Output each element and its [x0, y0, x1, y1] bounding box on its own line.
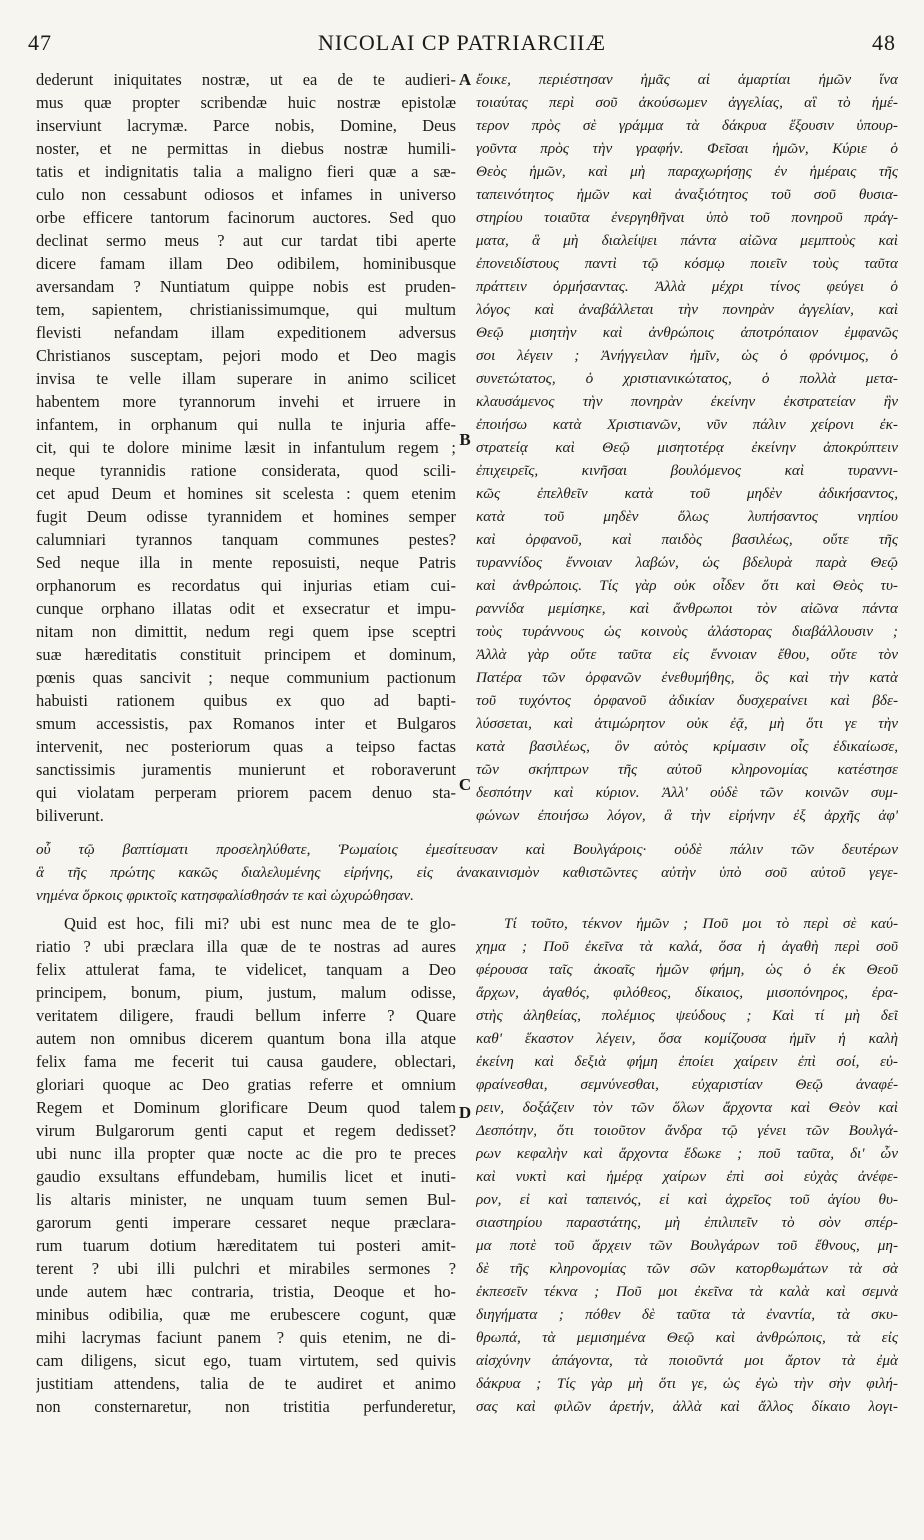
text-line: invisa te velle illam superare in animo scilicet [36, 369, 456, 388]
text-line: habentem more tyrannorum invehi et irruere in [36, 392, 456, 411]
text-line: δεσπότην καὶ κύριον. Ἀλλ' οὐδὲ τῶν κοινῶν συμ- [476, 784, 898, 801]
text-line: calumniari tyrannos tanquam communes pestes? [36, 530, 456, 549]
text-line: orbe efficere tantorum facinorum auctores. Sed quo [36, 208, 456, 227]
text-line: στηρίου τοιαῦτα ἐνεργηθῆναι ὑπὸ τοῦ πονηροῦ πράγ- [476, 209, 898, 226]
text-line: declinat sermo meus ? aut cur tardat tibi aperte [36, 231, 456, 250]
text-line: ραννίδα μεμίσηκε, καὶ ἄνθρωποι τὸν αἰῶνα πάντα [476, 600, 898, 617]
text-line: καθ' ἕκαστον λέγειν, ὅσα κομίζουσα ἡμῖν ἡ καλὴ [476, 1030, 898, 1047]
text-line: Sed neque illa in mente reposuisti, neque Patris [36, 553, 456, 572]
greek-column-top [476, 68, 898, 827]
page-number-left: 47 [28, 30, 52, 55]
latin-column-top [36, 68, 456, 827]
text-line: rum tuarum dotium hæreditatem tui posteri amit- [36, 1236, 456, 1255]
text-line: ρων κεφαλὴν καὶ ἄρχοντα ἔδωκε ; ποῦ ταῦτα, δι' ὧν [476, 1145, 898, 1162]
text-line: μα ποτὲ τοῦ ἄρχειν τῶν Βουλγάρων τοῦ ἔθνους, μη- [476, 1237, 898, 1254]
text-line: Quid est hoc, fili mi? ubi est nunc mea de te glo- [64, 914, 456, 933]
text-line: Πατέρα τῶν ὀρφανῶν ἐνεθυμήθης, ὃς καὶ τὴν κατὰ [476, 669, 898, 686]
text-line: inserviunt lacrymæ. Parce nobis, Domine, Deus [36, 116, 456, 135]
latin-column-bottom [36, 912, 456, 1418]
text-line: φώνων ἐποιήσω λόγον, ἃ τὴν εἰρήνην ἐξ ἀρχῆς ἀφ' [476, 807, 898, 824]
text-line: unde autem hæc contraria, tristia, Deoque et ho- [36, 1282, 456, 1301]
text-line: gaudio exsultans effundebam, humilis licet et inuti- [36, 1167, 456, 1186]
text-line: καὶ ὀρφανοῦ, καὶ παιδὸς βασιλέως, οὔτε τῆς [476, 531, 898, 548]
text-line: cunque orphano illatas odit et exsecratur et impu- [36, 599, 456, 618]
text-line: infantem, in orphanum qui nulla te injuria affe- [36, 415, 456, 434]
greek-full-width-passage [36, 838, 898, 907]
text-line: noster, et ne permittas in diebus nostræ humili- [36, 139, 456, 158]
text-line: felix attulerat fama, te videlicet, tanquam a Deo [36, 960, 456, 979]
text-line: smum accessistis, pax Romanos inter et Bulgaros [36, 714, 456, 733]
text-line: Τί τοῦτο, τέκνον ἡμῶν ; Ποῦ μοι τὸ περὶ σὲ καύ- [504, 915, 898, 932]
text-line: ἐκπεσεῖν τέκνα ; Ποῦ μοι ἐκεῖνα τὰ καλὰ καὶ σεμνὰ [476, 1283, 898, 1300]
text-line: δὲ τῆς κληρονομίας τῶν σῶν κατορθωμάτων τὰ σὰ [476, 1260, 898, 1277]
text-line: veritatem diligere, fraudi bellum inferre ? Quare [36, 1006, 456, 1025]
text-line: συνετώτατος, ὁ χριστιανικώτατος, ὁ πολλὰ μετα- [476, 370, 898, 387]
text-line: Christianos susceptam, pejori modo et Deo magis [36, 346, 456, 365]
text-line: ρον, εἰ καὶ ταπεινός, εἰ καὶ ἀχρεῖος τοῦ ἁγίου θυ- [476, 1191, 898, 1208]
text-line: γοῦντα πρὸς τὴν γραφήν. Φεῖσαι ἡμῶν, Κύριε ὁ [476, 140, 898, 157]
text-line: Ἀλλὰ γὰρ οὔτε ταῦτα εἰς ἔννοιαν ἔθου, οὔτε τὸν [476, 646, 898, 663]
text-line: culo non cessabunt odiosos et infames in universo [36, 185, 456, 204]
text-line: non consternaretur, non tristitia perfunderetur, [36, 1397, 456, 1416]
text-line: Regem et Dominum glorificare Deum quod talem [36, 1098, 456, 1117]
text-line: ἄρχων, ἀγαθός, φιλόθεος, δίκαιος, μισοπόνηρος, ἐρα- [476, 984, 898, 1001]
text-line: sanctissimis juramentis munierunt et roboraverunt [36, 760, 456, 779]
text-line: mihi lacrymas faciunt panem ? quis etenim, ne di- [36, 1328, 456, 1347]
text-line: cit, qui te dolore minime læsit in infantulum regem ; [36, 438, 456, 457]
page-number-right: 48 [872, 30, 896, 55]
text-line: θρωπά, τὰ μεμισημένα Θεῷ καὶ ἀνθρώποις, τὰ εἰς [476, 1329, 898, 1346]
text-line: σιαστηρίου παραστάτης, μὴ ἐπιλιπεῖν τὸ σὸν σπέρ- [476, 1214, 898, 1231]
text-line: mus quæ propter scribendæ huic nostræ epistolæ [36, 93, 456, 112]
text-line: tatis et indignitatis talia a maligno fieri quæ a sæ- [36, 162, 456, 181]
text-line: ἃ τῆς πρώτης κακῶς διαλελυμένης εἰρήνης, εἰς ἀνακαινισμὸν καθιστῶντες αὐτὴν ὑπὸ σοῦ αὐτοῦ γεγε- [36, 864, 898, 881]
text-line: Θεῷ μισητὴν καὶ ἀνθρώποις ἀποτρόπαιον ἐμφανῶς [476, 324, 898, 341]
text-line: cet apud Deum et homines sit scelesta : quem etenim [36, 484, 456, 503]
text-line: τυραννίδος ἔννοιαν λαβών, ὡς βδελυρὰ παρὰ Θεῷ [476, 554, 898, 571]
margin-marker-c: C [458, 775, 472, 794]
text-line: καὶ νυκτὶ καὶ ἡμέρᾳ χαίρων ἐπὶ σοὶ εὐχὰς ἀνέφε- [476, 1168, 898, 1185]
text-line: aversandam ? Nuntiatum quippe nobis est pruden- [36, 277, 456, 296]
text-line: pœnis quas sancivit ; neque communium pactionum [36, 668, 456, 687]
text-line: δάκρυα ; Τίς γὰρ μὴ ὅτι γε, ὡς ἐγὼ τὴν σὴν φιλή- [476, 1375, 898, 1392]
text-line: Θεὸς ἡμῶν, καὶ μὴ παραχωρήσῃς ἐν ἡμέραις τῆς [476, 163, 898, 180]
text-line: fugit Deum odisse tyrannidem et homines semper [36, 507, 456, 526]
text-line: φέρουσα ταῖς ἀκοαῖς ἡμῶν φήμη, ὡς ὁ ἐκ Θεοῦ [476, 961, 898, 978]
text-line: principem, bonum, pium, justum, malum odisse, [36, 983, 456, 1002]
text-line: flevisti nefandam illam expeditionem adversus [36, 323, 456, 342]
text-line: αἰσχύνην ἀπάγοντα, τὰ ποιοῦντά μοι ἄρτον τὰ ἐμὰ [476, 1352, 898, 1369]
text-line: virum Bulgarorum genti caput et regem dedisset? [36, 1121, 456, 1140]
text-line: orphanorum es recordatus qui injurias etiam cui- [36, 576, 456, 595]
text-line: τερον πρὸς σὲ γράμμα τὰ δάκρυα ἕξουσιν ὑπουρ- [476, 117, 898, 134]
text-line: ταπεινότητος ἡμῶν καὶ ἀναξιότητος τοῦ σοῦ θυσια- [476, 186, 898, 203]
text-line: διηγήματα ; πόθεν δὲ ταῦτα τὰ ἐναντία, τὰ σκυ- [476, 1306, 898, 1323]
text-line: tem, sapientem, christianissimumque, qui multum [36, 300, 456, 319]
text-line: Δεσπότην, ὅτι τοιοῦτον ἄνδρα τῷ γένει τῶν Βουλγά- [476, 1122, 898, 1139]
text-line: καὶ ἀνθρώποις. Τίς γὰρ οὐκ οἶδεν ὅτι καὶ Θεὸς τυ- [476, 577, 898, 594]
text-line: φραίνεσθαι, σεμνύνεσθαι, εὐχαριστίαν Θεῷ ἀναφέ- [476, 1076, 898, 1093]
text-line: terent ? ubi illi pulchri et mirabiles sermones ? [36, 1259, 456, 1278]
text-line: cam diligens, sicut ego, tuam virtutem, sed quivis [36, 1351, 456, 1370]
text-line: qui violatam perperam priorem pacem denuo sta- [36, 783, 456, 802]
text-line: minibus odibilia, quæ me erubescere cogunt, quæ [36, 1305, 456, 1324]
text-line: felix fama me fecerit tui causa gaudere, oblectari, [36, 1052, 456, 1071]
text-line: χημα ; Ποῦ ἐκεῖνα τὰ καλά, ὅσα ἡ ἀγαθὴ περὶ σοῦ [476, 938, 898, 955]
text-line: dederunt iniquitates nostræ, ut ea de te audieri- [36, 70, 456, 89]
text-line: dicere famam illam Deo odibilem, hominibusque [36, 254, 456, 273]
text-line: autem non omnibus dicerem quantum bona illa atque [36, 1029, 456, 1048]
text-line: κατὰ βασιλέως, ὃν αὐτὸς κρίμασιν οἷς ἐδικαίωσε, [476, 738, 898, 755]
text-line: gloriari quoque ac Deo gratias referre et omnium [36, 1075, 456, 1094]
margin-marker-d: D [458, 1103, 472, 1122]
text-line: riatio ? ubi præclara illa quæ de te nostras ad aures [36, 937, 456, 956]
text-line: νημένα ὅρκοις φρικτοῖς κατησφαλίσθησάν τε καὶ ὠχυρώθησαν. [36, 887, 414, 904]
text-line: τῶν σκήπτρων τῆς αὐτοῦ κληρονομίας κατέστησε [476, 761, 898, 778]
text-line: σοι λέγειν ; Ἀνήγγειλαν ἡμῖν, ὡς ὁ φρόνιμος, ὁ [476, 347, 898, 364]
text-line: suæ hæreditatis constituit principem et dominum, [36, 645, 456, 664]
greek-column-bottom [476, 912, 898, 1418]
text-line: ρειν, δοξάζειν τὸν τῶν ὅλων ἄρχοντα καὶ Θεὸν καὶ [476, 1099, 898, 1116]
margin-marker-a: A [458, 70, 472, 89]
text-line: ubi nunc illa propter quæ nocte ac die pro te preces [36, 1144, 456, 1163]
text-line: λόγος καὶ ἀναβάλλεται τὴν πονηρὰν ἀγγελίαν, καὶ [476, 301, 898, 318]
text-line: ἔοικε, περιέστησαν ἡμᾶς αἱ ἁμαρτίαι ἡμῶν ἵνα [476, 71, 898, 88]
text-line: κατὰ τοῦ μηδὲν ὅλως λυπήσαντος νηπίου [476, 508, 898, 525]
text-line: ἐπονειδίστους παντὶ τῷ κόσμῳ ποιεῖν τοὺς ταῦτα [476, 255, 898, 272]
text-line: habuisti rationem quibus ex quo ad bapti- [36, 691, 456, 710]
text-line: οὗ τῷ βαπτίσματι προσεληλύθατε, Ῥωμαίοις ἐμεσίτευσαν καὶ Βουλγάροις· οὐδὲ πάλιν τῶν δευτέρων [36, 841, 898, 858]
text-line: nitam non dimittit, nedum regi quem ipse sceptri [36, 622, 456, 641]
text-line: intervenit, nec posteriorum quas a teipso factas [36, 737, 456, 756]
text-line: κῶς ἐπελθεῖν κατὰ τοῦ μηδὲν ἀδικήσαντος, [476, 485, 898, 502]
text-line: τοιαύτας περὶ σοῦ ἀκούσωμεν ἀγγελίας, αἳ τὸ ἡμέ- [476, 94, 898, 111]
text-line: garorum genti imperare cessaret neque præclara- [36, 1213, 456, 1232]
text-line: ἐκείνη καὶ δεξιὰ φήμη ἐποίει χαίρειν ἐπὶ σοί, εὐ- [476, 1053, 898, 1070]
text-line: στρατείᾳ καὶ Θεῷ μισητοτέρᾳ ἐκείνην ἀποκρύπτειν [476, 439, 898, 456]
text-line: ἐπιχειρεῖς, κινῆσαι βουλόμενος καὶ τυραννι- [476, 462, 898, 479]
text-line: biliverunt. [36, 806, 104, 825]
text-line: τοὺς τυράννους ὡς κοινοὺς ἀλάστορας διαβάλλουσιν ; [476, 623, 898, 640]
page-header [28, 30, 896, 58]
text-line: κλαυσάμενος τὴν πονηρὰν ἐκείνην ἐκστρατείαν ἣν [476, 393, 898, 410]
text-line: neque tyrannidis ratione considerata, quod scili- [36, 461, 456, 480]
text-line: τοῦ τυχόντος ὀρφανοῦ ἀδικίαν δυσχεραίνει καὶ βδε- [476, 692, 898, 709]
margin-marker-b: B [459, 430, 471, 449]
text-line: σας καὶ φιλῶν ἀρετήν, ἀλλὰ καὶ ἄλλος δίκαιο λογι- [476, 1398, 898, 1415]
text-line: πράττειν ὁρμήσαντας. Ἀλλὰ μέχρι τίνος φεύγει ὁ [476, 278, 898, 295]
text-line: στὴς ἀληθείας, πολέμιος ψεύδους ; Καὶ τί μὴ δεῖ [476, 1007, 898, 1024]
text-line: lis altaris minister, ne unquam tuum semen Bul- [36, 1190, 456, 1209]
running-title: NICOLAI CP PATRIARCIIÆ [317, 30, 607, 55]
text-line: ματα, ἃ μὴ διαλείψει πάντα αἰῶνα μεμπτοὺς καὶ [476, 232, 898, 249]
text-line: justitiam attendens, talia de te audiret et animo [36, 1374, 456, 1393]
text-line: λύσσεται, καὶ ἀτιμώρητον οὐκ ἐᾷ, μὴ ὅτι γε τὴν [476, 715, 898, 732]
text-line: ἐποιήσω κατὰ Χριστιανῶν, νῦν πάλιν χείρονι ἐκ- [476, 416, 898, 433]
